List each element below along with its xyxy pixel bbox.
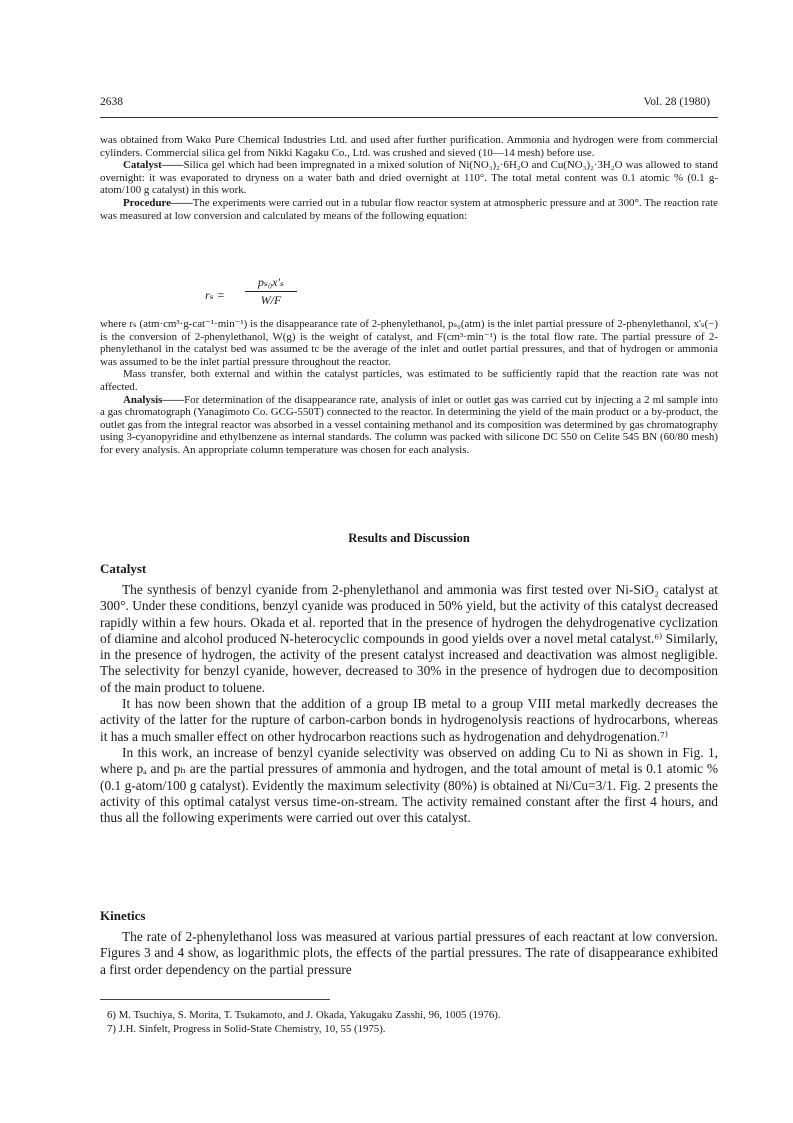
where-paragraph: where rₛ (atm·cm³·g-cat⁻¹·min⁻¹) is the disappearance rate of 2-phenylethanol, pₛ₀(atm) is the inlet partial pressure of 2-phenylethanol, x'ₛ(−) is the conversion of 2-phenylethanol, W(g) is the weight of catalyst, and F(cm³·min⁻¹) is the total flow rate. The partial pressure of 2-phenylethanol in the catalyst bed was assumed tc be the average of the inlet and outlet partial pressures, and that of hydrogen or ammonia was assumed to be the inlet partial pressure throughout the reactor. — [100, 318, 718, 368]
footnotes — [107, 1008, 707, 1036]
header-rule — [100, 117, 718, 118]
running-header — [100, 96, 710, 116]
footnote-7: 7) J.H. Sinfelt, Progress in Solid-State Chemistry, 10, 55 (1975). — [107, 1023, 386, 1035]
procedure-label: Procedure—— — [123, 196, 193, 209]
equation-denominator: W/F — [260, 293, 282, 307]
rate-equation — [205, 275, 385, 309]
analysis-label: Analysis—— — [123, 393, 185, 406]
kinetics-heading: Kinetics — [100, 908, 146, 923]
footnote-rule — [100, 999, 330, 1000]
catalyst-heading: Catalyst — [100, 561, 147, 576]
equation-lhs: rₛ = — [205, 288, 225, 302]
equation-numerator: pₛ₀x'ₛ — [245, 275, 297, 292]
catalyst-paragraph-1: The synthesis of benzyl cyanide from 2-phenylethanol and ammonia was first tested over Ni-SiO₂ catalyst at 300°. Under these conditions, benzyl cyanide was produced in 50% yield, but the activity of this catalyst decreased rapidly within a few hours. Okada et al. reported that in the presence of hydrogen the dehydrogenative cyclization of diamine and alcohol produced N-heterocyclic compounds in good yields over a novel metal catalyst.⁶⁾ Similarly, in the presence of hydrogen, the activity of the present catalyst increased and deactivation was almost negligible. The selectivity for benzyl cyanide, however, decreased to 30% in the presence of hydrogen due to decomposition of the main product to toluene. — [100, 582, 718, 695]
section-title: Results and Discussion — [348, 531, 470, 545]
catalyst-prep-paragraph — [100, 159, 718, 197]
catalyst-prep-label: Catalyst—— — [123, 159, 184, 172]
materials-methods-block — [100, 134, 718, 222]
catalyst-paragraph-3: In this work, an increase of benzyl cyanide selectivity was observed on adding Cu to Ni as shown in Fig. 1, where pₐ and pₕ are the partial pressures of ammonia and hydrogen, and the total amount of metal is 0.1 atomic % (0.1 g-atom/100 g catalyst). Evidently the maximum selectivity (80%) is obtained at Ni/Cu=3/1. Fig. 2 presents the activity of this optimal catalyst versus time-on-stream. The activity remained constant after the first 4 hours, and thus all the following experiments were carried out over this catalyst. — [100, 744, 718, 826]
analysis-text: For determination of the disappearance rate, analysis of inlet or outlet gas was carried cut by injecting a 2 ml sample into a gas chromatograph (Yanagimoto Co. GCG-550T) connected to the reactor. In determining the yield of the main product or a by-product, the outlet gas from the integral reactor was absorbed in a vessel containing methanol and its composition was determined by gas chromatography using 3-cyanopyridine and ethylbenzene as internal standards. The column was packed with silicone DC 550 on Celite 545 BN (60/80 mesh) for every analysis. An appropriate column temperature was chosen for each analysis. — [100, 393, 718, 456]
analysis-paragraph — [100, 394, 718, 457]
catalyst-prep-text: Silica gel which had been impregnated in a mixed solution of Ni(NO₃)₂·6H₂O and Cu(NO₃)₂·3H₂O was allowed to stand overnight: it was evaporated to dryness on a water bath and dried overnight at 110°. The total metal content was 0.1 atomic % (0.1 g-atom/100 g catalyst) in this work. — [100, 159, 718, 197]
equation-fraction — [245, 275, 297, 308]
procedure-paragraph — [100, 197, 718, 222]
kinetics-paragraph-1: The rate of 2-phenylethanol loss was measured at various partial pressures of each reactant at low conversion. Figures 3 and 4 show, as logarithmic plots, the effects of the partial pressures. The rate of disappearance exhibited a first order dependency on the partial pressure — [100, 929, 718, 977]
page-number: 2638 — [100, 96, 123, 108]
mass-transfer-paragraph: Mass transfer, both external and within the catalyst particles, was estimated to be sufficiently rapid that the reaction rate was not affected. — [100, 368, 718, 393]
catalyst-paragraph-2: It has now been shown that the addition of a group IB metal to a group VIII metal markedly decreases the activity of the latter for the rupture of carbon-carbon bonds in hydrogenolysis reactions of hydrocarbons, whereas it has a much smaller effect on other hydrocarbon reactions such as hydrogenation and dehydrogenation.⁷⁾ — [100, 696, 718, 744]
catalyst-section-body — [100, 582, 718, 826]
materials-paragraph: was obtained from Wako Pure Chemical Industries Ltd. and used after further purification. Ammonia and hydrogen were from commercial cylinders. Commercial silica gel from Nikki Kagaku Co., Ltd. was crushed and sieved (10—14 mesh) before use. — [100, 134, 718, 159]
definitions-block — [100, 318, 718, 457]
volume-label: Vol. 28 (1980) — [643, 96, 710, 108]
kinetics-section-body — [100, 929, 718, 978]
procedure-text: The experiments were carried out in a tubular flow reactor system at atmospheric pressure and at 300°. The reaction rate was measured at low conversion and calculated by means of the following equation: — [100, 196, 718, 222]
footnote-6: 6) M. Tsuchiya, S. Morita, T. Tsukamoto, and J. Okada, Yakugaku Zasshi, 96, 1005 (1976). — [107, 1009, 501, 1021]
